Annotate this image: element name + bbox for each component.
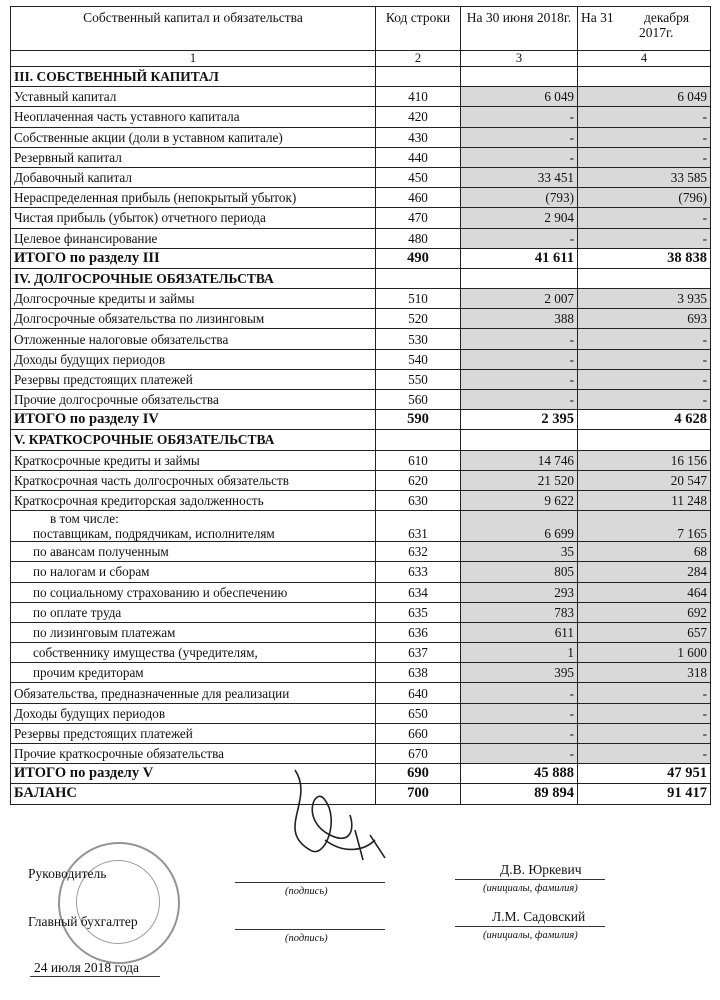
- head-name-line: [455, 879, 605, 880]
- value-previous: -: [578, 703, 711, 723]
- row-label: Неоплаченная часть уставного капитала: [11, 107, 376, 127]
- empty-cell: [578, 268, 711, 288]
- row-code: 520: [376, 309, 461, 329]
- col-number-1: 1: [11, 51, 376, 67]
- table-row: [11, 582, 711, 602]
- accountant-name: Л.М. Садовский: [492, 909, 586, 924]
- handwritten-signature: [255, 760, 405, 870]
- value-current: 89 894: [461, 784, 578, 804]
- table-row: [11, 188, 711, 208]
- row-label: Краткосрочная кредиторская задолженность: [11, 490, 376, 510]
- value-previous: -: [578, 127, 711, 147]
- table-row: [11, 643, 711, 663]
- table-row: [11, 208, 711, 228]
- value-previous: 38 838: [578, 248, 711, 268]
- row-label: по оплате труда: [11, 602, 376, 622]
- row-label: Доходы будущих периодов: [11, 703, 376, 723]
- value-current: 35: [461, 542, 578, 562]
- table-row: [11, 369, 711, 389]
- row-code: 550: [376, 369, 461, 389]
- accountant-label: Главный бухгалтер: [28, 914, 138, 929]
- row-label: [11, 511, 376, 542]
- row-code: 540: [376, 349, 461, 369]
- value-previous: 68: [578, 542, 711, 562]
- row-code: 640: [376, 683, 461, 703]
- table-row: [11, 107, 711, 127]
- value-current: -: [461, 127, 578, 147]
- value-current: 6 049: [461, 87, 578, 107]
- value-previous: 693: [578, 309, 711, 329]
- value-previous: 657: [578, 622, 711, 642]
- value-current: -: [461, 349, 578, 369]
- row-label: Нераспределенная прибыль (непокрытый убыток): [11, 188, 376, 208]
- head-name: Д.В. Юркевич: [500, 862, 582, 877]
- table-row: [11, 542, 711, 562]
- row-label: Уставный капитал: [11, 87, 376, 107]
- value-previous: 1 600: [578, 643, 711, 663]
- empty-cell: [376, 67, 461, 87]
- value-current: -: [461, 329, 578, 349]
- value-previous: 464: [578, 582, 711, 602]
- table-row: [11, 309, 711, 329]
- table-row: [11, 87, 711, 107]
- row-code: 610: [376, 450, 461, 470]
- row-code: 636: [376, 622, 461, 642]
- value-current: 395: [461, 663, 578, 683]
- report-date: 24 июля 2018 года: [34, 960, 139, 975]
- value-current: 611: [461, 622, 578, 642]
- row-label: Краткосрочная часть долгосрочных обязательств: [11, 470, 376, 490]
- row-code: 430: [376, 127, 461, 147]
- value-previous: -: [578, 329, 711, 349]
- row-code: 560: [376, 390, 461, 410]
- value-previous: 47 951: [578, 764, 711, 784]
- row-code: 450: [376, 167, 461, 187]
- table-row: [11, 329, 711, 349]
- row-code: 690: [376, 764, 461, 784]
- value-previous: 20 547: [578, 470, 711, 490]
- row-code: 660: [376, 723, 461, 743]
- row-label-text: поставщикам, подрядчикам, исполнителям: [33, 526, 275, 542]
- value-current: -: [461, 703, 578, 723]
- value-previous: 6 049: [578, 87, 711, 107]
- value-current: 41 611: [461, 248, 578, 268]
- header-col-current: На 30 июня 2018г.: [461, 7, 578, 51]
- row-label: Доходы будущих периодов: [11, 349, 376, 369]
- value-current: 6 699: [461, 511, 578, 542]
- col-number-3: 3: [461, 51, 578, 67]
- head-sign-hint: (подпись): [285, 886, 328, 897]
- table-row: [11, 390, 711, 410]
- row-label: БАЛАНС: [11, 784, 376, 804]
- section-title: III. СОБСТВЕННЫЙ КАПИТАЛ: [11, 67, 376, 87]
- table-row: [11, 683, 711, 703]
- row-code: 631: [376, 511, 461, 542]
- value-previous: -: [578, 744, 711, 764]
- row-code: 650: [376, 703, 461, 723]
- empty-cell: [461, 268, 578, 288]
- value-current: 14 746: [461, 450, 578, 470]
- row-label: Добавочный капитал: [11, 167, 376, 187]
- row-label: Прочие краткосрочные обязательства: [11, 744, 376, 764]
- header-col-previous-c: 2017г.: [639, 25, 674, 40]
- table-row: [11, 228, 711, 248]
- table-row: [11, 450, 711, 470]
- row-label: Резервный капитал: [11, 147, 376, 167]
- liabilities-table: [10, 6, 711, 805]
- header-col-previous: [578, 7, 711, 51]
- section-row: [11, 268, 711, 288]
- value-previous: 7 165: [578, 511, 711, 542]
- row-code: 637: [376, 643, 461, 663]
- value-previous: 318: [578, 663, 711, 683]
- value-previous: -: [578, 349, 711, 369]
- row-code: 490: [376, 248, 461, 268]
- row-label: по авансам полученным: [11, 542, 376, 562]
- row-label: прочим кредиторам: [11, 663, 376, 683]
- table-row: [11, 470, 711, 490]
- value-current: 45 888: [461, 764, 578, 784]
- col-number-4: 4: [578, 51, 711, 67]
- row-label: Резервы предстоящих платежей: [11, 369, 376, 389]
- accountant-name-line: [455, 926, 605, 927]
- empty-cell: [461, 430, 578, 450]
- row-code: 620: [376, 470, 461, 490]
- section-title: IV. ДОЛГОСРОЧНЫЕ ОБЯЗАТЕЛЬСТВА: [11, 268, 376, 288]
- value-previous: 284: [578, 562, 711, 582]
- row-sublabel: в том числе:: [50, 511, 119, 527]
- accountant-sign-line: [235, 929, 385, 930]
- row-code: 440: [376, 147, 461, 167]
- value-current: -: [461, 723, 578, 743]
- table-row: [11, 289, 711, 309]
- header-col-name: Собственный капитал и обязательства: [11, 7, 376, 51]
- value-current: -: [461, 369, 578, 389]
- row-code: 632: [376, 542, 461, 562]
- table-row: [11, 127, 711, 147]
- row-label: по налогам и сборам: [11, 562, 376, 582]
- value-current: 805: [461, 562, 578, 582]
- value-current: -: [461, 147, 578, 167]
- value-previous: -: [578, 228, 711, 248]
- row-code: 410: [376, 87, 461, 107]
- accountant-sign-hint: (подпись): [285, 933, 328, 944]
- value-previous: -: [578, 723, 711, 743]
- head-name-hint: (инициалы, фамилия): [483, 883, 578, 894]
- table-row: [11, 490, 711, 510]
- row-label: ИТОГО по разделу V: [11, 764, 376, 784]
- section-title: V. КРАТКОСРОЧНЫЕ ОБЯЗАТЕЛЬСТВА: [11, 430, 376, 450]
- value-current: -: [461, 390, 578, 410]
- value-previous: -: [578, 683, 711, 703]
- value-current: 2 007: [461, 289, 578, 309]
- row-label: Прочие долгосрочные обязательства: [11, 390, 376, 410]
- empty-cell: [376, 430, 461, 450]
- row-code: 590: [376, 410, 461, 430]
- header-col-code: Код строки: [376, 7, 461, 51]
- value-current: -: [461, 683, 578, 703]
- row-code: 510: [376, 289, 461, 309]
- row-label: собственнику имущества (учредителям,: [11, 643, 376, 663]
- table-row: [11, 562, 711, 582]
- empty-cell: [461, 67, 578, 87]
- row-label: Долгосрочные обязательства по лизинговым: [11, 309, 376, 329]
- row-code: 420: [376, 107, 461, 127]
- value-current: -: [461, 228, 578, 248]
- table-row: [11, 349, 711, 369]
- table-row: [11, 663, 711, 683]
- table-row: [11, 602, 711, 622]
- balance-sheet: [10, 6, 710, 805]
- value-current: 293: [461, 582, 578, 602]
- section-row: [11, 67, 711, 87]
- row-code: 635: [376, 602, 461, 622]
- table-row: [11, 147, 711, 167]
- row-code: 700: [376, 784, 461, 804]
- value-current: 9 622: [461, 490, 578, 510]
- row-label: по лизинговым платежам: [11, 622, 376, 642]
- value-current: 2 904: [461, 208, 578, 228]
- table-row: [11, 511, 711, 542]
- header-col-previous-b: декабря: [644, 10, 690, 25]
- value-current: 1: [461, 643, 578, 663]
- value-current: 2 395: [461, 410, 578, 430]
- row-label: Долгосрочные кредиты и займы: [11, 289, 376, 309]
- row-code: 633: [376, 562, 461, 582]
- total-row: [11, 410, 711, 430]
- value-current: -: [461, 744, 578, 764]
- value-current: -: [461, 107, 578, 127]
- empty-cell: [578, 430, 711, 450]
- value-previous: (796): [578, 188, 711, 208]
- row-code: 530: [376, 329, 461, 349]
- section-row: [11, 430, 711, 450]
- empty-cell: [578, 67, 711, 87]
- total-row: [11, 248, 711, 268]
- row-code: 460: [376, 188, 461, 208]
- accountant-name-hint: (инициалы, фамилия): [483, 930, 578, 941]
- value-previous: -: [578, 107, 711, 127]
- row-label: по социальному страхованию и обеспечению: [11, 582, 376, 602]
- value-previous: 91 417: [578, 784, 711, 804]
- row-code: 634: [376, 582, 461, 602]
- table-row: [11, 703, 711, 723]
- row-label: Собственные акции (доли в уставном капитале): [11, 127, 376, 147]
- value-current: 21 520: [461, 470, 578, 490]
- value-previous: 16 156: [578, 450, 711, 470]
- table-row: [11, 622, 711, 642]
- value-previous: 33 585: [578, 167, 711, 187]
- value-current: 388: [461, 309, 578, 329]
- value-previous: -: [578, 390, 711, 410]
- value-previous: -: [578, 369, 711, 389]
- row-label: Целевое финансирование: [11, 228, 376, 248]
- row-code: 480: [376, 228, 461, 248]
- row-label: ИТОГО по разделу IV: [11, 410, 376, 430]
- row-code: 630: [376, 490, 461, 510]
- value-previous: 11 248: [578, 490, 711, 510]
- row-label: Чистая прибыль (убыток) отчетного периода: [11, 208, 376, 228]
- value-current: 783: [461, 602, 578, 622]
- row-label: Отложенные налоговые обязательства: [11, 329, 376, 349]
- value-previous: -: [578, 208, 711, 228]
- row-label: Обязательства, предназначенные для реализации: [11, 683, 376, 703]
- header-row: [11, 7, 711, 51]
- col-number-2: 2: [376, 51, 461, 67]
- row-code: 670: [376, 744, 461, 764]
- header-col-previous-a: На 31: [581, 10, 614, 25]
- empty-cell: [376, 268, 461, 288]
- table-row: [11, 167, 711, 187]
- value-previous: 3 935: [578, 289, 711, 309]
- value-previous: 692: [578, 602, 711, 622]
- row-code: 638: [376, 663, 461, 683]
- row-code: 470: [376, 208, 461, 228]
- value-current: 33 451: [461, 167, 578, 187]
- value-previous: -: [578, 147, 711, 167]
- head-sign-line: [235, 882, 385, 883]
- row-label: ИТОГО по разделу III: [11, 248, 376, 268]
- row-label: Краткосрочные кредиты и займы: [11, 450, 376, 470]
- table-row: [11, 723, 711, 743]
- value-current: (793): [461, 188, 578, 208]
- value-previous: 4 628: [578, 410, 711, 430]
- column-numbers-row: [11, 51, 711, 67]
- head-label: Руководитель: [28, 866, 107, 881]
- report-date-line: [30, 976, 160, 977]
- row-label: Резервы предстоящих платежей: [11, 723, 376, 743]
